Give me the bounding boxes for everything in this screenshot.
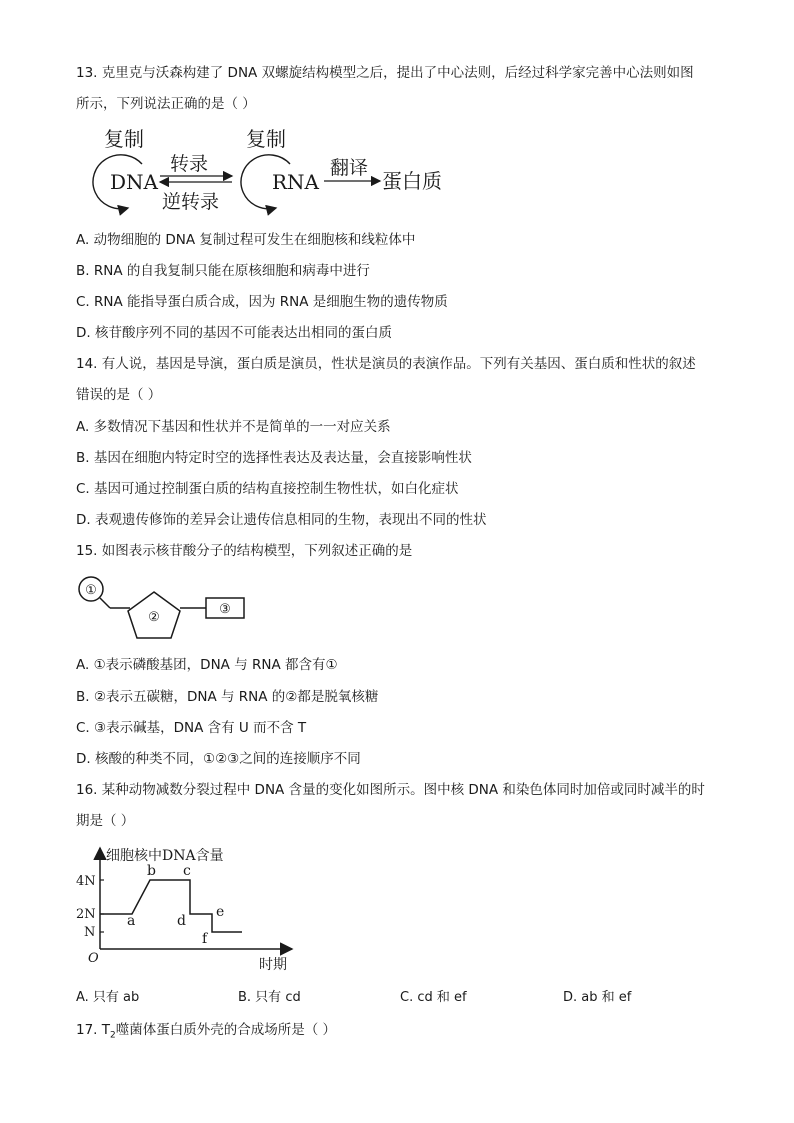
q16-option-d: D. ab 和 ef	[563, 990, 632, 1005]
origin-label: O	[88, 951, 99, 966]
q15-option-a: A. ①表示磷酸基团，DNA 与 RNA 都含有①	[76, 657, 338, 673]
q13-stem-line1: 13. 克里克与沃森构建了 DNA 双螺旋结构模型之后，提出了中心法则，后经过科学家完善中心法则如图	[76, 65, 694, 81]
q14-option-c: C. 基因可通过控制蛋白质的结构直接控制生物性状，如白化症状	[76, 481, 459, 497]
q13-option-c: C. RNA 能指导蛋白质合成，因为 RNA 是细胞生物的遗传物质	[76, 294, 448, 310]
point-label-a: a	[127, 913, 136, 929]
y-tick-4n: 4N	[76, 874, 96, 889]
y-axis-label: 细胞核中DNA含量	[106, 848, 224, 864]
q16-stem-line2: 期是（ ）	[76, 813, 135, 829]
translation-label: 翻译	[330, 157, 369, 179]
q13-option-d: D. 核苷酸序列不同的基因不可能表达出相同的蛋白质	[76, 325, 392, 341]
rna-label: RNA	[272, 170, 320, 194]
q17-prefix: 17. T	[76, 1022, 111, 1038]
point-label-c: c	[183, 863, 191, 879]
dna-label: DNA	[110, 170, 158, 194]
reverse-transcription-label: 逆转录	[162, 191, 220, 213]
dna-content-chart	[76, 842, 306, 977]
y-tick-2n: 2N	[76, 907, 96, 922]
nucleotide-diagram	[76, 574, 256, 644]
point-label-d: d	[177, 913, 186, 929]
q14-option-a: A. 多数情况下基因和性状并不是简单的一一对应关系	[76, 419, 391, 435]
protein-label: 蛋白质	[382, 169, 442, 193]
q14-option-d: D. 表观遗传修饰的差异会让遗传信息相同的生物，表现出不同的性状	[76, 512, 487, 528]
q17-subscript: 2	[110, 1030, 116, 1041]
q15-option-b: B. ②表示五碳糖，DNA 与 RNA 的②都是脱氧核糖	[76, 689, 379, 705]
y-tick-n: N	[84, 925, 96, 940]
base-label: ③	[219, 602, 231, 617]
q14-stem-line2: 错误的是（ ）	[76, 387, 162, 403]
point-label-f: f	[202, 931, 208, 947]
q14-option-b: B. 基因在细胞内特定时空的选择性表达及表达量，会直接影响性状	[76, 450, 472, 466]
point-label-b: b	[147, 863, 156, 879]
q16-option-c: C. cd 和 ef	[400, 990, 467, 1005]
pentose-label: ②	[148, 610, 160, 625]
phosphate-bond	[100, 598, 110, 608]
q13-option-a: A. 动物细胞的 DNA 复制过程可发生在细胞核和线粒体中	[76, 232, 416, 248]
q17-rest: 噬菌体蛋白质外壳的合成场所是（ ）	[115, 1022, 337, 1038]
replicate-left-label: 复制	[104, 127, 144, 151]
transcription-label: 转录	[170, 153, 209, 175]
q15-stem: 15. 如图表示核苷酸分子的结构模型，下列叙述正确的是	[76, 543, 413, 559]
central-dogma-diagram	[80, 124, 480, 220]
point-label-e: e	[216, 904, 225, 920]
q16-option-b: B. 只有 cd	[238, 990, 301, 1005]
q13-option-b: B. RNA 的自我复制只能在原核细胞和病毒中进行	[76, 263, 370, 279]
replicate-right-label: 复制	[246, 127, 286, 151]
q15-option-d: D. 核酸的种类不同，①②③之间的连接顺序不同	[76, 751, 361, 767]
q14-stem-line1: 14. 有人说，基因是导演，蛋白质是演员，性状是演员的表演作品。下列有关基因、蛋白质和性状的叙述	[76, 356, 696, 372]
q13-stem-line2: 所示，下列说法正确的是（ ）	[76, 96, 256, 112]
q17-stem	[76, 1021, 336, 1045]
q16-stem-line1: 16. 某种动物减数分裂过程中 DNA 含量的变化如图所示。图中核 DNA 和染色体同时加倍或同时减半的时	[76, 782, 705, 798]
x-axis-label: 时期	[259, 957, 287, 973]
q16-option-a: A. 只有 ab	[76, 990, 140, 1005]
q15-option-c: C. ③表示碱基，DNA 含有 U 而不含 T	[76, 720, 307, 736]
phosphate-label: ①	[85, 583, 97, 598]
